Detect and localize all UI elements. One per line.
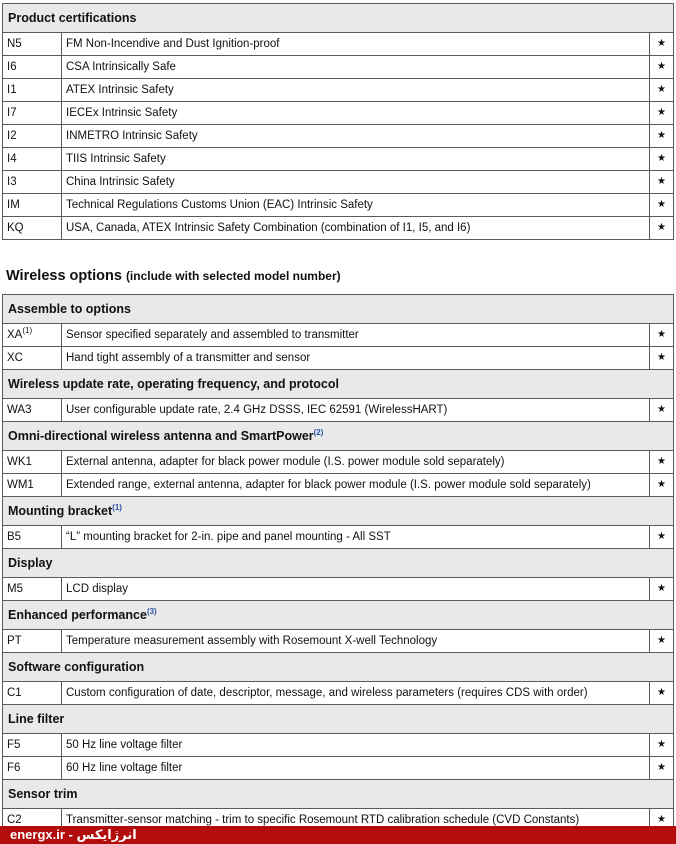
section-header: Omni-directional wireless antenna and SmartPower$^{(2)}$ [2, 422, 674, 451]
star-icon: ★ [657, 635, 666, 646]
star-icon: ★ [657, 107, 666, 118]
star-icon: ★ [657, 222, 666, 233]
option-description: 60 Hz line voltage filter [62, 757, 650, 779]
option-description: Hand tight assembly of a transmitter and sensor [62, 347, 650, 369]
option-description: External antenna, adapter for black power module (I.S. power module sold separately) [62, 451, 650, 473]
star-icon: ★ [657, 329, 666, 340]
section-header: Assemble to options [2, 295, 674, 324]
option-code: WM1 [3, 474, 62, 496]
star-icon: ★ [657, 61, 666, 72]
footnote-marker: (3) [146, 606, 157, 616]
option-description: Temperature measurement assembly with Rosemount X-well Technology [62, 630, 650, 652]
option-code: I3 [3, 171, 62, 193]
table-row [2, 79, 674, 102]
star-icon: ★ [657, 352, 666, 363]
option-description: China Intrinsic Safety [62, 171, 650, 193]
star-icon: ★ [657, 814, 666, 825]
star-icon: ★ [657, 531, 666, 542]
footnote-marker: (2) [313, 427, 324, 437]
option-code: PT [3, 630, 62, 652]
option-description: IECEx Intrinsic Safety [62, 102, 650, 124]
section-header: Enhanced performance$^{(3)}$ [2, 601, 674, 630]
option-description: Custom configuration of date, descriptor, message, and wireless parameters (requires CDS with order) [62, 682, 650, 704]
star-icon: ★ [657, 583, 666, 594]
wireless-options-heading [6, 268, 341, 284]
wireless-options-subtitle: (include with selected model number) [125, 269, 341, 283]
option-code: F5 [3, 734, 62, 756]
option-description: Technical Regulations Customs Union (EAC) Intrinsic Safety [62, 194, 650, 216]
option-description: FM Non-Incendive and Dust Ignition-proof [62, 33, 650, 55]
table-row [2, 217, 674, 240]
table-row [2, 171, 674, 194]
option-code: B5 [3, 526, 62, 548]
section-header: Sensor trim [2, 780, 674, 809]
option-description: USA, Canada, ATEX Intrinsic Safety Combination (combination of I1, I5, and I6) [62, 217, 650, 239]
table-row [2, 474, 674, 497]
footnote-marker: (1) [112, 502, 122, 512]
product-certifications-table [2, 3, 674, 240]
table-row [2, 33, 674, 56]
star-icon: ★ [657, 404, 666, 415]
option-code: I4 [3, 148, 62, 170]
section-header: Display [2, 549, 674, 578]
option-description: LCD display [62, 578, 650, 600]
option-code: WA3 [3, 399, 62, 421]
option-code: IM [3, 194, 62, 216]
option-code: XC [3, 347, 62, 369]
option-code: C2 [3, 809, 62, 831]
star-icon: ★ [657, 687, 666, 698]
table-row [2, 399, 674, 422]
footer-watermark-bar [0, 826, 676, 844]
table-row [2, 56, 674, 79]
section-header: Wireless update rate, operating frequency, and protocol [2, 370, 674, 399]
option-code: I1 [3, 79, 62, 101]
table-row [2, 324, 674, 347]
table-row [2, 630, 674, 653]
star-icon: ★ [657, 199, 666, 210]
option-code: I2 [3, 125, 62, 147]
table-row [2, 757, 674, 780]
table-row [2, 734, 674, 757]
table-row [2, 102, 674, 125]
star-icon: ★ [657, 38, 666, 49]
option-code: XA$^{(1)}$ [3, 324, 62, 346]
table-row [2, 194, 674, 217]
section-header: Product certifications [2, 4, 674, 33]
table-row [2, 347, 674, 370]
option-code: C1 [3, 682, 62, 704]
star-icon: ★ [657, 456, 666, 467]
option-description: INMETRO Intrinsic Safety [62, 125, 650, 147]
section-header: Line filter [2, 705, 674, 734]
table-row [2, 578, 674, 601]
option-description: Transmitter-sensor matching - trim to specific Rosemount RTD calibration schedule (CVD Constants) [62, 809, 650, 831]
option-code: I7 [3, 102, 62, 124]
wireless-options-title: Wireless options [6, 268, 122, 284]
footnote-marker: (1) [22, 326, 33, 336]
star-icon: ★ [657, 153, 666, 164]
option-description: ATEX Intrinsic Safety [62, 79, 650, 101]
table-row [2, 125, 674, 148]
option-description: TIIS Intrinsic Safety [62, 148, 650, 170]
watermark-text: energx.ir - انرژایکس [10, 827, 137, 842]
option-code: I6 [3, 56, 62, 78]
table-row [2, 682, 674, 705]
option-code: F6 [3, 757, 62, 779]
option-description: User configurable update rate, 2.4 GHz DSSS, IEC 62591 (WirelessHART) [62, 399, 650, 421]
star-icon: ★ [657, 762, 666, 773]
option-code: KQ [3, 217, 62, 239]
option-description: CSA Intrinsically Safe [62, 56, 650, 78]
table-row [2, 526, 674, 549]
section-header: Mounting bracket$^{(1)}$ [2, 497, 674, 526]
option-description: 50 Hz line voltage filter [62, 734, 650, 756]
star-icon: ★ [657, 176, 666, 187]
option-code: WK1 [3, 451, 62, 473]
option-description: Sensor specified separately and assembled to transmitter [62, 324, 650, 346]
star-icon: ★ [657, 130, 666, 141]
option-code: N5 [3, 33, 62, 55]
option-description: “L” mounting bracket for 2-in. pipe and panel mounting - All SST [62, 526, 650, 548]
wireless-options-table [2, 294, 674, 832]
section-header: Software configuration [2, 653, 674, 682]
table-row [2, 451, 674, 474]
option-description: Extended range, external antenna, adapter for black power module (I.S. power module sold separately) [62, 474, 650, 496]
star-icon: ★ [657, 84, 666, 95]
table-row [2, 148, 674, 171]
star-icon: ★ [657, 739, 666, 750]
star-icon: ★ [657, 479, 666, 490]
option-code: M5 [3, 578, 62, 600]
